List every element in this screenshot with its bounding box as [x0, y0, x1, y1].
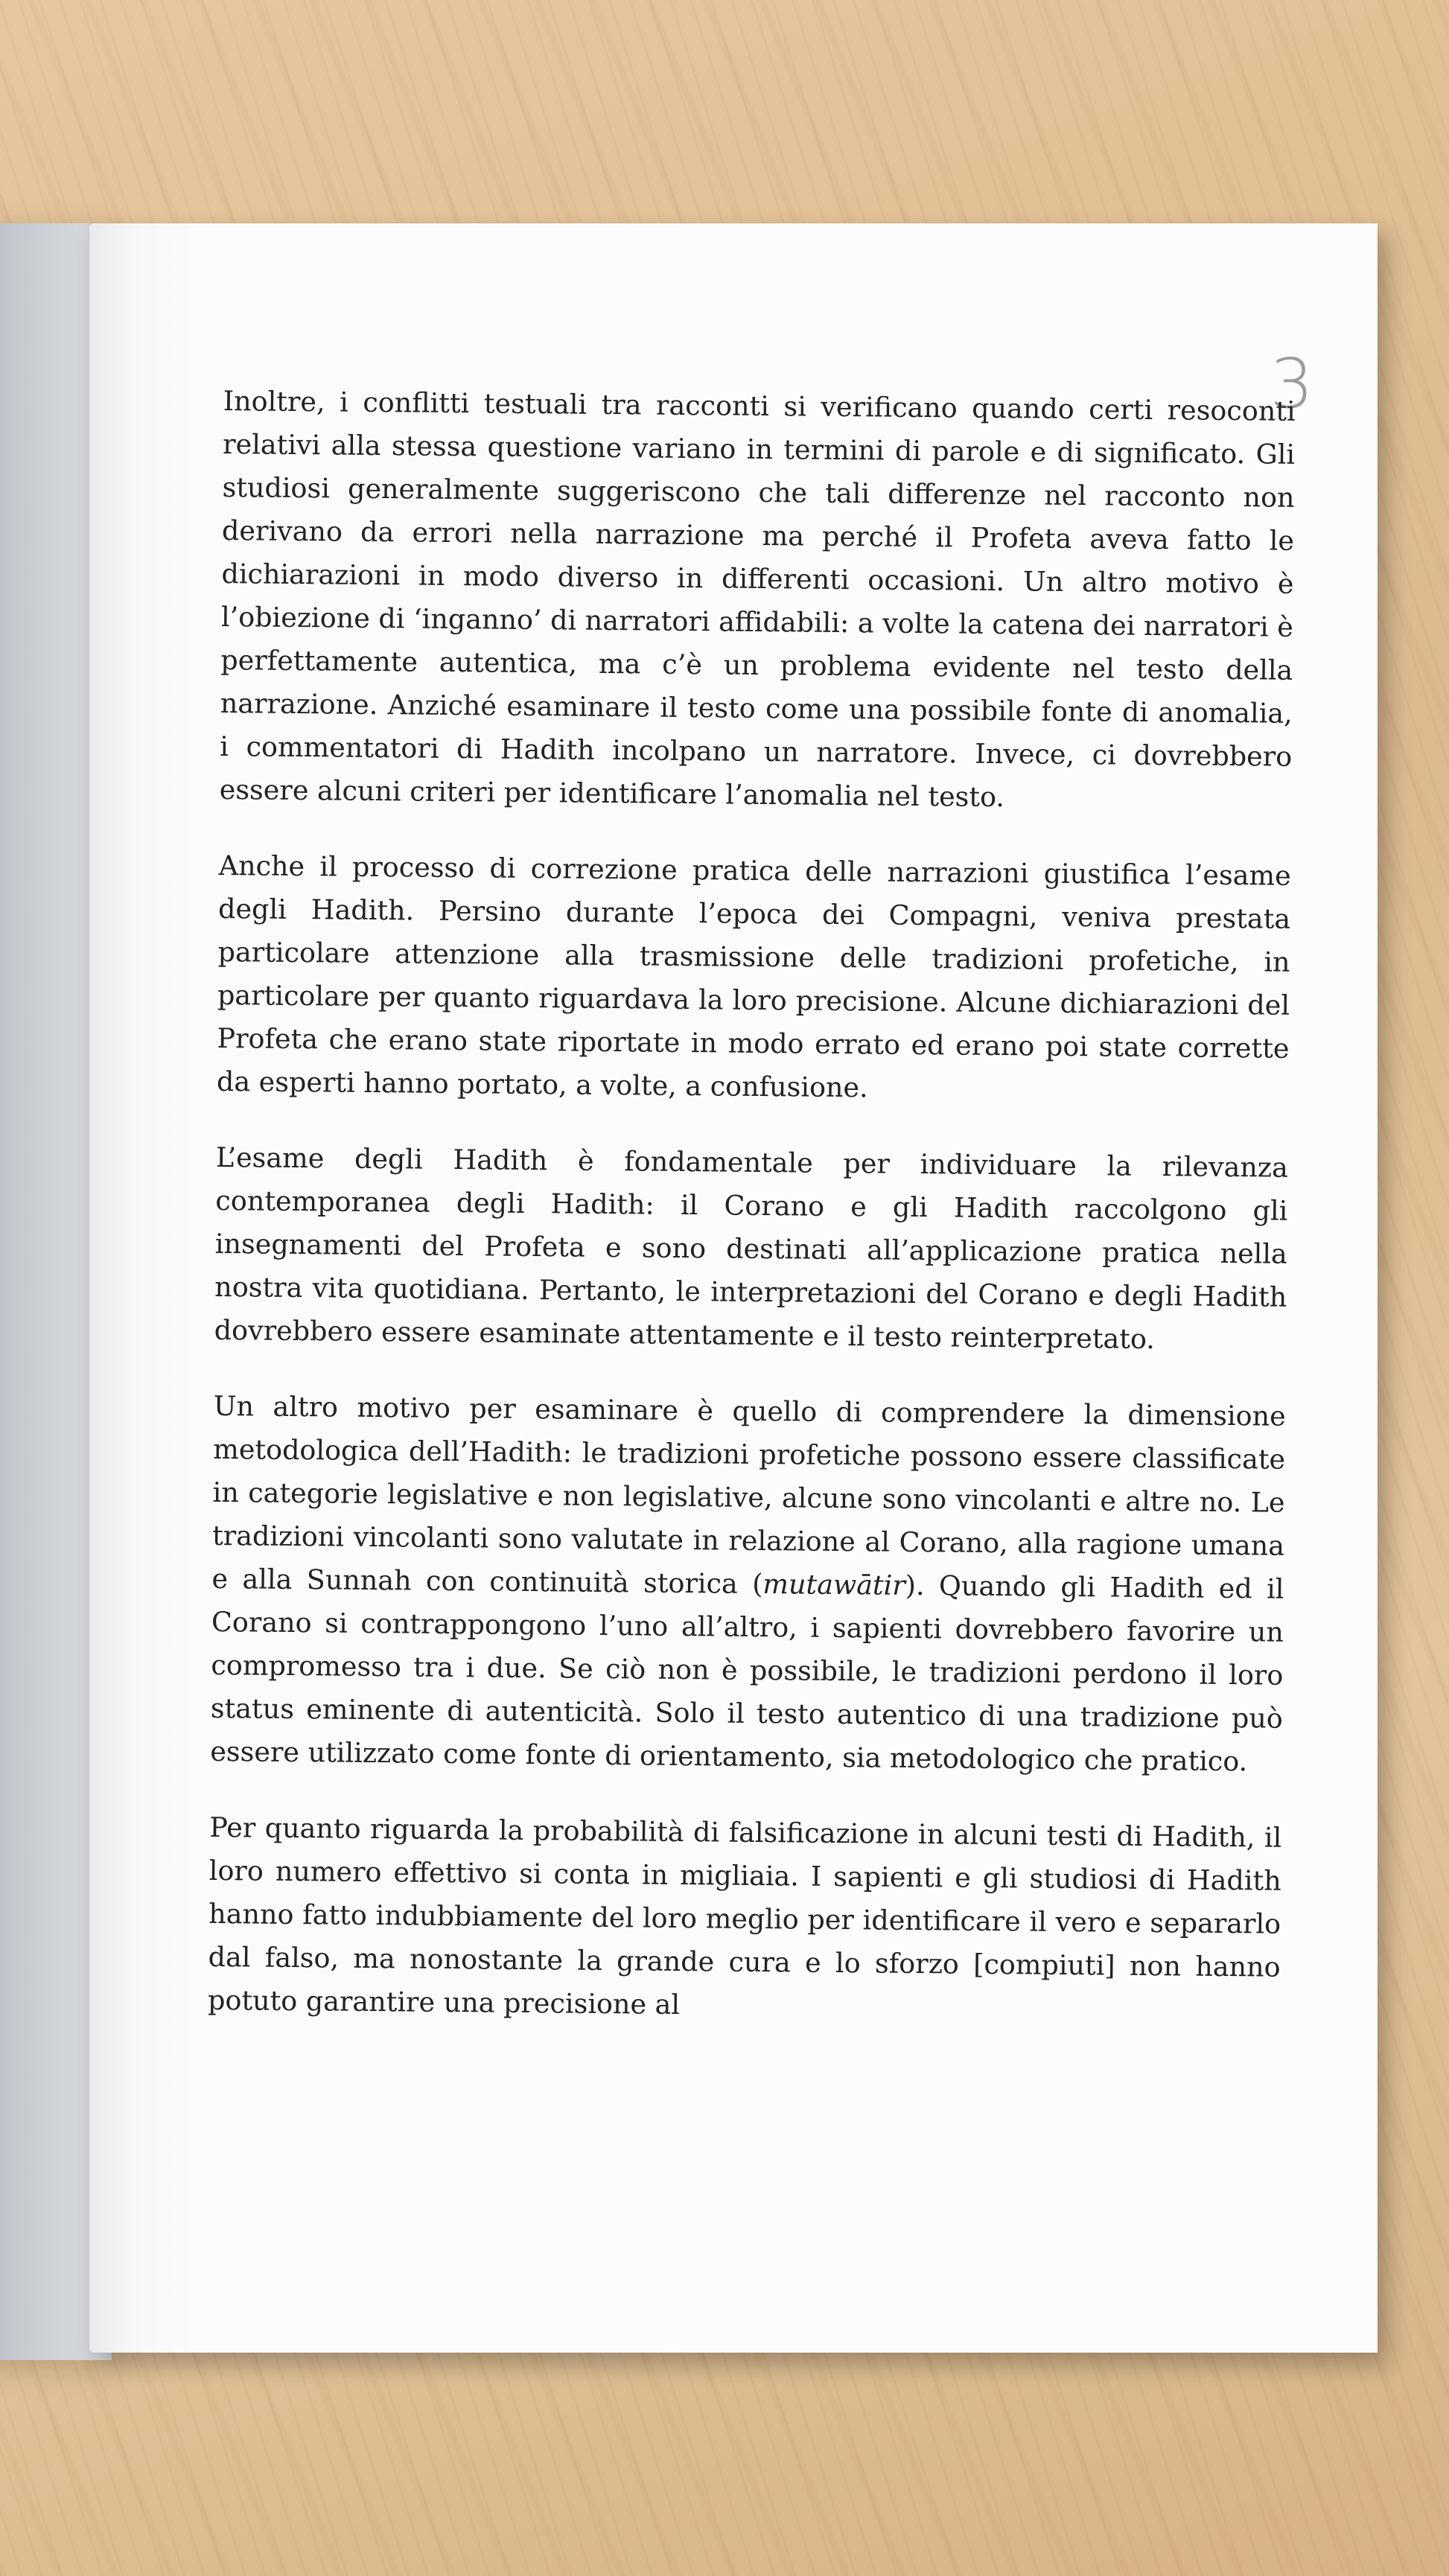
paragraph-3: L’esame degli Hadith è fondamentale per individuare la rilevanza contemporanea degli Hadith: il Corano e gli Hadith raccolgono gli insegnamenti del Profeta e sono destinati all’applicazione pratica nella nostra vita quotidiana. Pertanto, le interpretazioni del Corano e degli Hadith dovrebbero essere esaminate attentamente e il testo reinterpretato. — [214, 1141, 1289, 1356]
page-number: 3 — [1270, 344, 1313, 424]
paragraph-2: Anche il processo di correzione pratica delle narrazioni giustifica l’esame degli Hadith. Persino durante l’epoca dei Compagni, veniva prestata particolare attenzione alla trasmissione delle tradizioni profetiche, in particolare per quanto riguardava la loro precisione. Alcune dichiarazioni del Profeta che erano state riportate in modo errato ed erano poi state corrette da esperti hanno portato, a volte, a confusione. — [216, 849, 1291, 1104]
paragraph-5: Per quanto riguarda la probabilità di falsificazione in alcuni testi di Hadith, il loro numero effettivo si conta in migliaia. I sapienti e gli studiosi di Hadith hanno fatto indubbiamente del loro meglio per identificare il vero e separarlo dal falso, ma nonostante la grande cura e lo sforzo [compiuti] non hanno potuto garantire una precisione al — [207, 1811, 1282, 2021]
paragraph-4-text-after: ). Quando gli Hadith ed il Corano si contrappongono l’uno all’altro, i sapienti dovrebbero favorire un compromesso tra i due. Se ciò non è possibile, le tradizioni perdono il loro status eminente di autenticità. Solo il testo autentico di una tradizione può essere utilizzato come fonte di orientamento, sia metodologico che pratico. — [210, 1569, 1284, 1778]
paragraph-4-term: mutawātir — [762, 1568, 905, 1601]
book-page — [89, 223, 1378, 2353]
body-text — [208, 380, 1296, 2033]
paragraph-4-text-before: Un altro motivo per esaminare è quello di comprendere la dimensione metodologica dell’Hadith: le tradizioni profetiche possono essere classificate in categorie legislative e non legislative, alcune sono vincolanti e altre no. Le tradizioni vincolanti sono valutate in relazione al Corano, alla ragione umana e alla Sunnah con continuità storica ( — [211, 1389, 1286, 1601]
paragraph-4 — [210, 1385, 1286, 1784]
paragraph-1: Inoltre, i conflitti testuali tra racconti si verificano quando certi resoconti relativi alla stessa questione variano in termini di parole e di significato. Gli studiosi generalmente suggeriscono che tali differenze nel racconto non derivano da errori nella narrazione ma perché il Profeta aveva fatto le dichiarazioni in modo diverso in differenti occasioni. Un altro motivo è l’obiezione di ‘inganno’ di narratori affidabili: a volte la catena dei narratori è perfettamente autentica, ma c’è un problema evidente nel testo della narrazione. Anziché esaminare il testo come una possibile fonte di anomalia, i commentatori di Hadith incolpano un narratore. Invece, ci dovrebbero essere alcuni criteri per identificare l’anomalia nel testo. — [219, 384, 1296, 814]
